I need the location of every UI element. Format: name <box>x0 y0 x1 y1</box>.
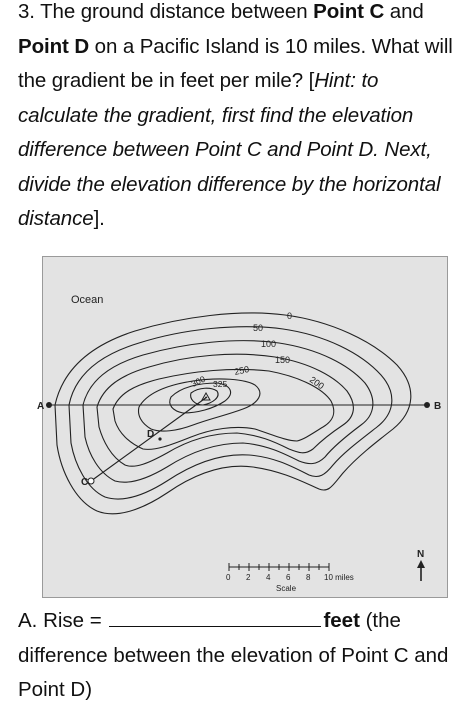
answer-explanation: (the difference between the elevation of Point C and Point D) <box>18 609 449 701</box>
question-text <box>18 0 458 237</box>
north-arrow-icon <box>417 560 425 568</box>
north-arrow <box>417 549 425 581</box>
question-part: 3. The ground distance between <box>18 0 314 23</box>
north-label: N <box>417 549 425 560</box>
contour-label-150: 150 <box>275 355 291 365</box>
scale-tick-0: 0 <box>226 573 231 582</box>
contour-100 <box>83 341 373 483</box>
point-c-label: C <box>81 477 89 488</box>
point-a-marker <box>46 402 52 408</box>
ocean-label: Ocean <box>71 294 104 306</box>
scale-bar <box>226 563 354 593</box>
point-d-label: D <box>147 429 155 440</box>
scale-tick-8: 8 <box>306 573 311 582</box>
answer-a-label: A. Rise = <box>18 609 108 632</box>
scale-label: Scale <box>276 584 297 593</box>
profile-lines <box>49 397 427 481</box>
contour-label-325: 325 <box>213 379 228 389</box>
answer-unit: feet <box>323 609 360 632</box>
question-point-d: Point D <box>18 34 90 58</box>
scale-tick-6: 6 <box>286 573 291 582</box>
summit-marker <box>202 393 210 400</box>
question-hint: Hint: to calculate the gradient, first find the elevation difference between Point C and Point D. Next, divide the elevation difference by the horizontal distance <box>18 69 441 230</box>
contour-label-250: 250 <box>233 364 251 377</box>
question-part: ]. <box>93 207 105 230</box>
topographic-map <box>37 256 448 598</box>
scale-tick-4: 4 <box>266 573 271 582</box>
contour-label-0: 0 <box>287 311 293 321</box>
rise-answer-blank[interactable] <box>109 608 321 627</box>
topographic-map-svg <box>37 257 447 597</box>
question-point-c: Point C <box>313 0 385 23</box>
contour-label-100: 100 <box>261 339 277 349</box>
scale-tick-2: 2 <box>246 573 251 582</box>
point-b-label: B <box>434 401 442 412</box>
point-b-marker <box>424 402 430 408</box>
point-d-marker <box>158 437 161 440</box>
point-a-label: A <box>37 401 45 412</box>
answer-section <box>18 604 458 708</box>
point-c-marker <box>88 478 94 484</box>
contour-lines <box>55 313 411 514</box>
contour-0 <box>55 313 411 514</box>
scale-tick-10: 10 miles <box>324 573 354 582</box>
contour-label-50: 50 <box>253 323 264 333</box>
question-part: and <box>384 0 424 23</box>
contour-label-300: 300 <box>189 373 207 389</box>
question-part: on a Pacific Island is 10 miles. What will the gradient be in feet per mile? [ <box>18 34 453 92</box>
contour-label-200: 200 <box>307 374 326 392</box>
